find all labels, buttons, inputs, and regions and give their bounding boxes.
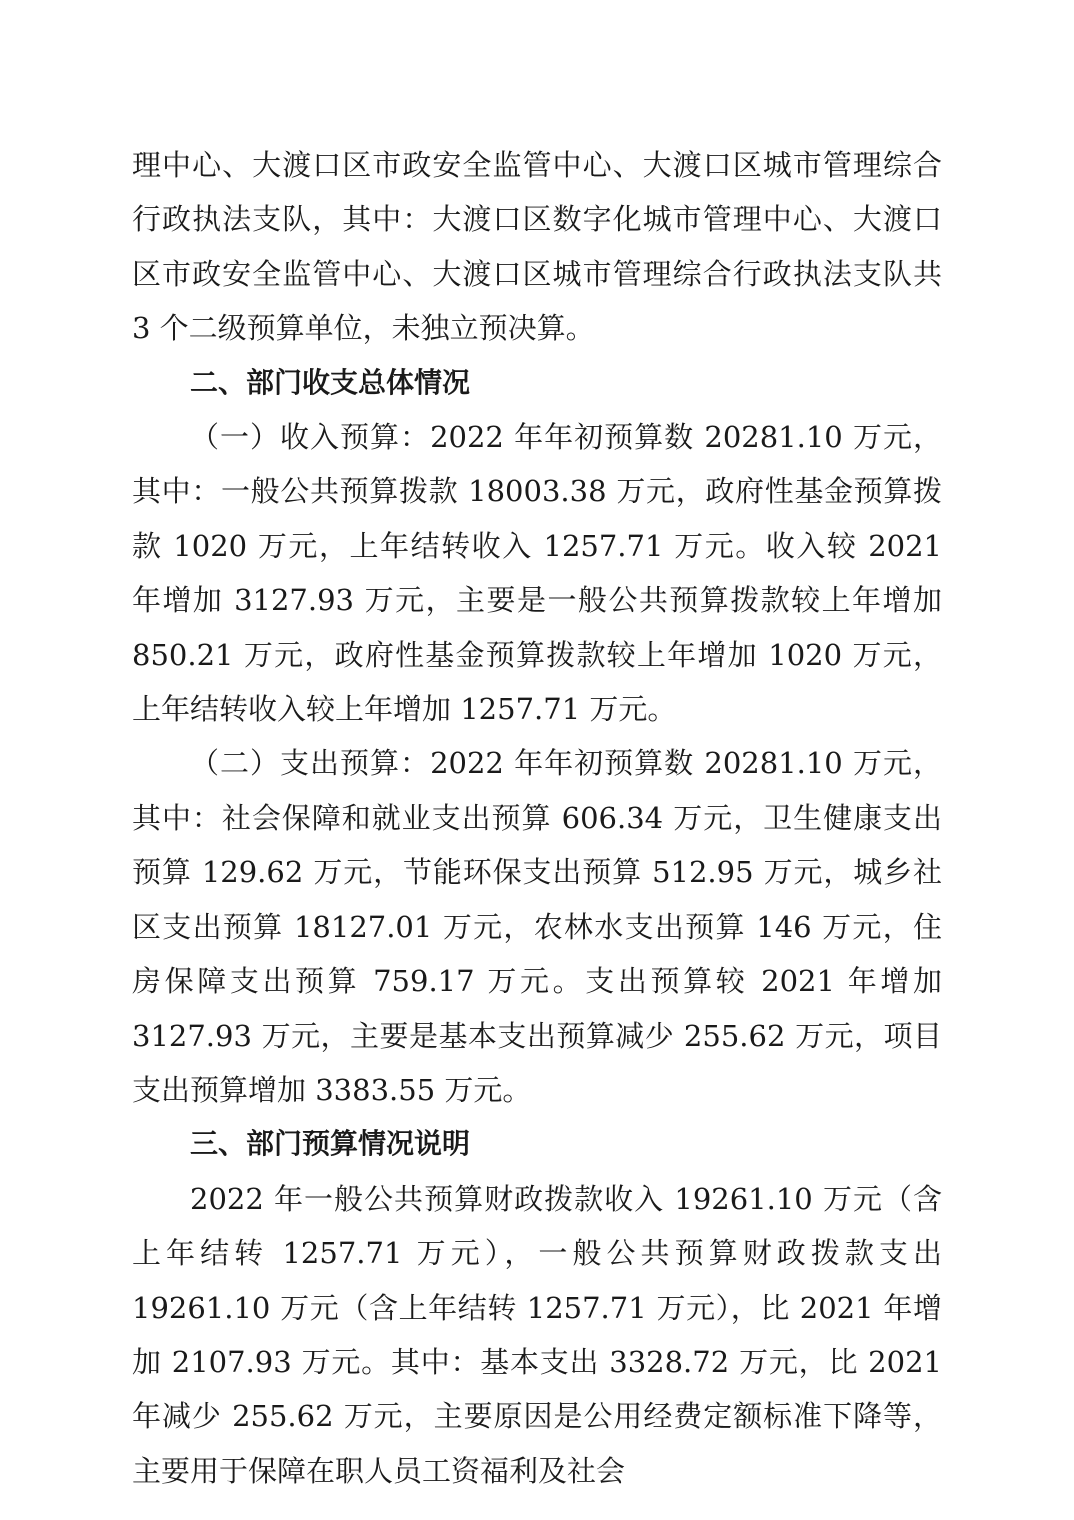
income-budget-paragraph: （一）收入预算：2022 年年初预算数 20281.10 万元，其中：一般公共预算拨款 18003.38 万元，政府性基金预算拨款 1020 万元，上年结转收入 1257.71 万元。收入较 2021 年增加 3127.93 万元，主要是一般公共预算拨款较上年增加 850.21 万元，政府性基金预算拨款较上年增加 1020 万元，上年结转收入较上年增加 1257.71 万元。 bbox=[132, 420, 942, 727]
section-heading-overall-budget: 二、部门收支总体情况 bbox=[190, 365, 471, 399]
document-body bbox=[132, 138, 942, 1498]
section-heading-budget-explanation: 三、部门预算情况说明 bbox=[190, 1127, 471, 1161]
expenditure-budget-paragraph: （二）支出预算：2022 年年初预算数 20281.10 万元，其中：社会保障和就业支出预算 606.34 万元，卫生健康支出预算 129.62 万元，节能环保支出预算 512.95 万元，城乡社区支出预算 18127.01 万元，农林水支出预算 146 万元，住房保障支出预算 759.17 万元。支出预算较 2021 年增加 3127.93 万元，主要是基本支出预算减少 255.62 万元，项目支出预算增加 3383.55 万元。 bbox=[132, 746, 942, 1107]
general-budget-paragraph: 2022 年一般公共预算财政拨款收入 19261.10 万元（含上年结转 1257.71 万元），一般公共预算财政拨款支出 19261.10 万元（含上年结转 1257.71 万元），比 2021 年增加 2107.93 万元。其中：基本支出 3328.72 万元，比 2021 年减少 255.62 万元，主要原因是公用经费定额标准下降等，主要用于保障在职人员工资福利及社会 bbox=[132, 1181, 942, 1488]
intro-continuation-paragraph: 理中心、大渡口区市政安全监管中心、大渡口区城市管理综合行政执法支队，其中：大渡口区数字化城市管理中心、大渡口区市政安全监管中心、大渡口区城市管理综合行政执法支队共 3 个二级预算单位，未独立预决算。 bbox=[132, 148, 942, 346]
